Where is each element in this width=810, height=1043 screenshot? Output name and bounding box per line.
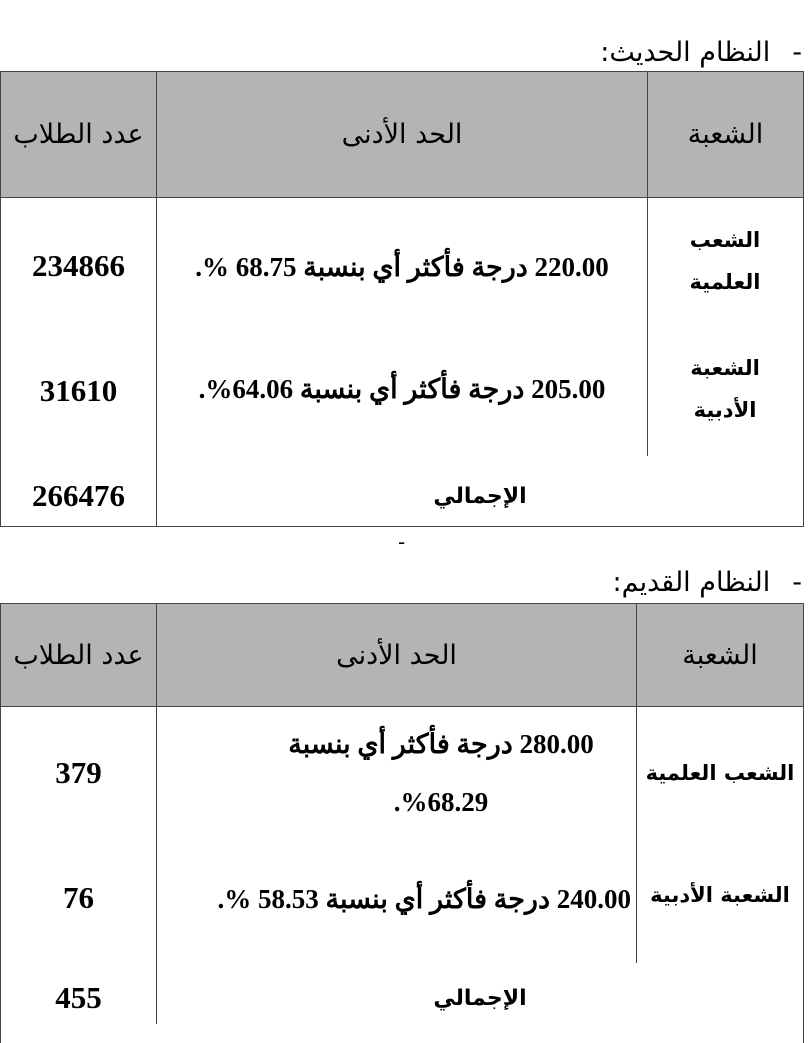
table-row-count: 379 [55, 755, 102, 790]
header-student-count: عدد الطلاب [13, 119, 144, 150]
total-count: 455 [55, 980, 102, 1015]
table-row-min-score: 205.00 درجة فأكثر أي بنسبة 64.06%. [198, 374, 606, 404]
header-student-count: عدد الطلاب [13, 639, 144, 671]
table-old-system [0, 603, 804, 1043]
section-title-modern [600, 36, 802, 70]
header-min-score: الحد الأدنى [341, 119, 463, 150]
total-label: الإجمالي [433, 985, 527, 1011]
table-row-min-score: 220.00 درجة فأكثر أي بنسبة 68.75 %. [195, 252, 609, 282]
total-label: الإجمالي [433, 483, 527, 509]
table-row-branch: الشعب العلمية [689, 228, 761, 294]
table-row-min-score: 240.00 درجة فأكثر أي بنسبة 58.53 %. [217, 884, 631, 914]
section-title-text: النظام القديم: [612, 567, 771, 598]
table-row-branch: الشعبة الأدبية [690, 356, 760, 422]
bullet-dash: - [792, 567, 802, 598]
section-title-old [613, 566, 802, 600]
header-branch: الشعبة [682, 639, 758, 671]
total-count: 266476 [32, 478, 125, 513]
table-row-branch: الشعبة الأدبية [650, 883, 790, 907]
table-row-count: 234866 [32, 248, 125, 283]
table-modern-system [0, 71, 804, 527]
table-row-count: 31610 [39, 373, 118, 408]
header-min-score: الحد الأدنى [336, 639, 457, 671]
table-row-min-score: 280.00 درجة فأكثر أي بنسبة 68.29%. [288, 729, 594, 817]
separator-dash: - [398, 530, 406, 554]
section-title-text: النظام الحديث: [600, 37, 771, 68]
table-row-count: 76 [63, 880, 94, 915]
header-branch: الشعبة [687, 119, 764, 150]
bullet-dash: - [792, 37, 802, 68]
table-row-branch: الشعب العلمية [645, 761, 795, 785]
